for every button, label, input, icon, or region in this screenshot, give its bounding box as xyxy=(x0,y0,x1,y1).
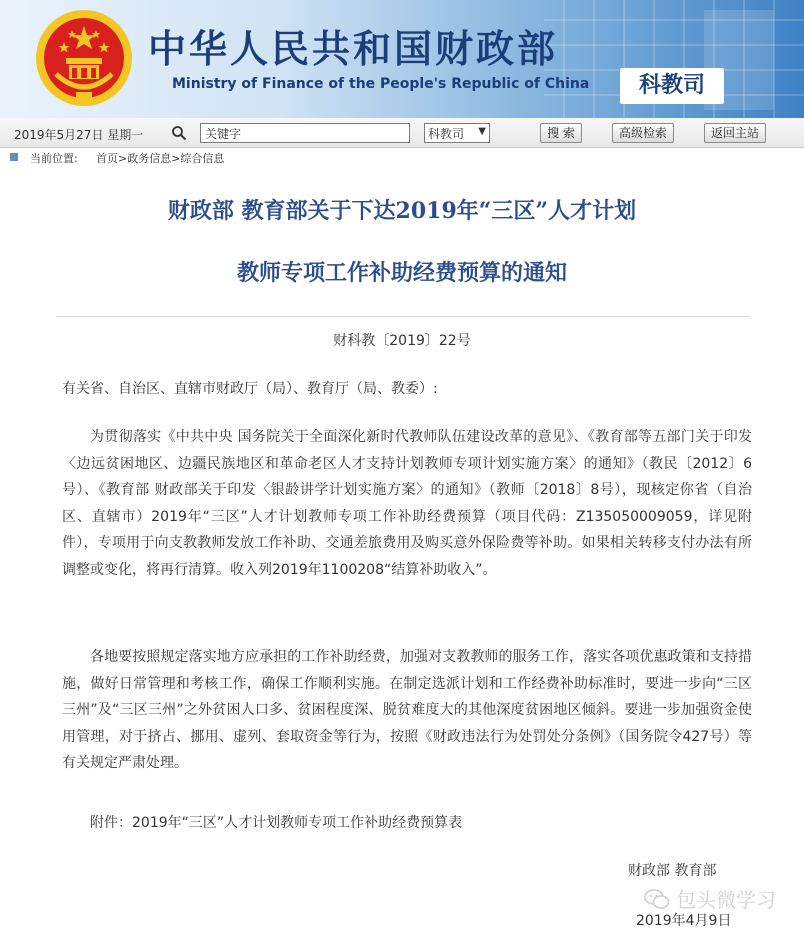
breadcrumb-bullet-icon xyxy=(10,153,18,161)
signers: 财政部 教育部 xyxy=(628,863,717,879)
paragraph-2: 各地要按照规定落实地方应承担的工作补助经费，加强对支教教师的服务工作，落实各项优惠政策和支持措施，做好日常管理和考核工作，确保工作顺利实施。在制定选派计划和工作经费补助标准时，要进一步向“三区三州”及“三区三州”之外贫困人口多、贫困程度深、脱贫难度大的其他深度贫困地区倾斜。要进一步加强资金使用管理，对于挤占、挪用、虚列、套取资金等行为，按照《财政违法行为处罚处分条例》（国务院令427号）等有关规定严肃处理。 xyxy=(62,649,752,771)
title-divider xyxy=(56,316,750,317)
wechat-icon xyxy=(644,888,670,910)
attachment-line[interactable]: 附件：2019年“三区”人才计划教师专项工作补助经费预算表 xyxy=(90,815,463,831)
breadcrumb xyxy=(0,149,804,165)
paragraph-1: 为贯彻落实《中共中央 国务院关于全面深化新时代教师队伍建设改革的意见》、《教育部等五部门关于印发〈边远贫困地区、边疆民族地区和革命老区人才支持计划教师专项计划实施方案〉的通知》（教民〔2012〕6号）、《教育部 财政部关于印发〈银龄讲学计划实施方案〉的通知》（教师〔2018〕8号），现核定你省（自治区、直辖市）2019年“三区”人才计划教师专项工作补助经费预算（项目代码：Z135050009059，详见附件），专项用于向支教教师发放工作补助、交通差旅费用及购买意外保险费等补助。如果相关转移支付办法有所调整或变化，将再行清算。收入列2019年1100208“结算补助收入”。 xyxy=(62,429,752,578)
current-date: 2019年5月27日 星期一 xyxy=(14,128,144,142)
chevron-down-icon: ▼ xyxy=(478,126,486,137)
sign-date: 2019年4月9日 xyxy=(636,913,732,929)
watermark xyxy=(644,884,776,913)
keyword-search-input[interactable]: 关键字 xyxy=(200,123,410,143)
salutation: 有关省、自治区、直辖市财政厅（局）、教育厅（局、教委）: xyxy=(62,381,438,397)
national-emblem-icon xyxy=(34,8,134,108)
breadcrumb-label: 当前位置: xyxy=(30,152,78,165)
department-select-value: 科教司 xyxy=(428,127,465,141)
site-subtitle: Ministry of Finance of the People's Republic of China xyxy=(172,76,590,92)
site-title: 中华人民共和国财政部 xyxy=(148,26,559,71)
search-button[interactable]: 搜 索 xyxy=(540,123,582,143)
toolbar xyxy=(0,118,804,148)
search-icon xyxy=(170,124,188,142)
advanced-search-button[interactable]: 高级检索 xyxy=(612,123,674,143)
department-badge: 科教司 xyxy=(620,68,724,104)
document-number: 财科教〔2019〕22号 xyxy=(333,333,471,349)
watermark-text: 包头微学习 xyxy=(676,888,776,912)
article-title-line2: 教师专项工作补助经费预算的通知 xyxy=(236,260,567,286)
site-banner xyxy=(0,0,804,118)
breadcrumb-path[interactable]: 首页>政务信息>综合信息 xyxy=(96,152,225,165)
return-home-button[interactable]: 返回主站 xyxy=(704,123,766,143)
department-select[interactable] xyxy=(424,123,490,143)
article-title-line1: 财政部 教育部关于下达2019年“三区”人才计划 xyxy=(167,198,637,224)
